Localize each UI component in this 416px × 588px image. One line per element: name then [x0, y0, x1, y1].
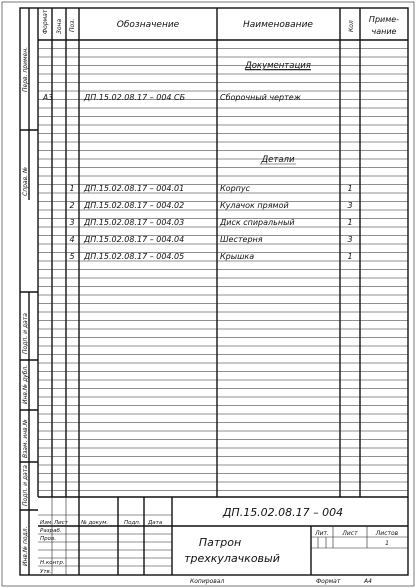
parts-list: [69, 184, 352, 261]
part-pos: 3: [69, 218, 75, 227]
header-name: Наименование: [243, 20, 313, 30]
parts-row: [69, 201, 352, 210]
side-inv-orig: Инв.№ подл.: [22, 526, 29, 566]
parts-row: [69, 184, 352, 193]
part-name: Крышка: [220, 252, 255, 261]
col-list: Лист: [54, 520, 68, 526]
footer-format-label: Формат: [316, 578, 341, 585]
part-name: Диск спиральный: [220, 218, 295, 227]
side-first-use: Перв. примен.: [22, 46, 29, 92]
title-code: ДП.15.02.08.17 – 004: [222, 506, 344, 519]
frame-border: [20, 8, 408, 575]
col-sign: Подп.: [124, 520, 141, 526]
outer-border: [2, 2, 414, 586]
side-replace-inv: Взам. инв.№: [22, 419, 29, 458]
doc-designation: ДП.15.02.08.17 – 004 СБ: [84, 93, 186, 102]
part-designation: ДП.15.02.08.17 – 004.02: [84, 201, 185, 210]
section-parts: Детали: [261, 155, 295, 165]
header-note-line1: Приме-: [368, 15, 400, 24]
doc-name: Сборочный чертеж: [220, 93, 301, 102]
parts-row: [69, 252, 352, 261]
part-qty: 1: [347, 252, 353, 261]
label-sheets: Листов: [375, 530, 399, 537]
part-pos: 2: [69, 201, 75, 210]
label-utv: Утв.: [40, 569, 52, 575]
header-designation: Обозначение: [116, 20, 180, 30]
header-qty: Кол: [348, 20, 355, 32]
table-grid-rows: [38, 49, 408, 491]
side-sign-date-2: Подп. и дата: [22, 465, 29, 506]
part-designation: ДП.15.02.08.17 – 004.05: [84, 252, 185, 261]
side-sign-date-1: Подп. и дата: [22, 313, 29, 354]
title-line1: Патрон: [198, 536, 242, 549]
footer-copied: Копировал: [190, 578, 225, 585]
footer-format-value: А4: [364, 578, 372, 585]
title-line2: трехкулачковый: [184, 552, 280, 565]
part-name: Корпус: [220, 184, 251, 193]
part-designation: ДП.15.02.08.17 – 004.04: [84, 235, 185, 244]
label-lit: Лит.: [315, 530, 329, 537]
part-qty: 3: [347, 201, 353, 210]
parts-row: [69, 235, 352, 244]
doc-format: А3: [43, 93, 53, 102]
part-designation: ДП.15.02.08.17 – 004.01: [84, 184, 185, 193]
part-name: Шестерня: [220, 235, 263, 244]
header-zone: Зона: [56, 18, 63, 34]
part-pos: 1: [69, 184, 75, 193]
col-doc: № докум.: [81, 520, 109, 526]
part-qty: 1: [347, 218, 353, 227]
side-ref-no: Справ. №: [22, 166, 29, 196]
col-date: Дата: [148, 520, 163, 526]
header-note-line2: чание: [371, 27, 397, 36]
label-sheet: Лист: [342, 530, 358, 537]
parts-row: [69, 218, 352, 227]
header-format: Формат: [42, 9, 49, 34]
col-izm: Изм.: [40, 520, 53, 526]
header-pos: Поз.: [69, 18, 76, 32]
section-documentation: Документация: [245, 61, 311, 71]
part-pos: 4: [69, 235, 75, 244]
part-qty: 3: [347, 235, 353, 244]
label-prov: Пров.: [40, 536, 56, 542]
label-nkontr: Н.контр.: [40, 560, 65, 566]
label-razrab: Разраб.: [40, 528, 62, 534]
part-name: Кулачок прямой: [220, 201, 289, 210]
part-designation: ДП.15.02.08.17 – 004.03: [84, 218, 185, 227]
sheets-value: 1: [385, 540, 389, 547]
part-qty: 1: [347, 184, 353, 193]
side-inv-dubl: Инв.№ дубл.: [22, 364, 29, 404]
part-pos: 5: [69, 252, 75, 261]
